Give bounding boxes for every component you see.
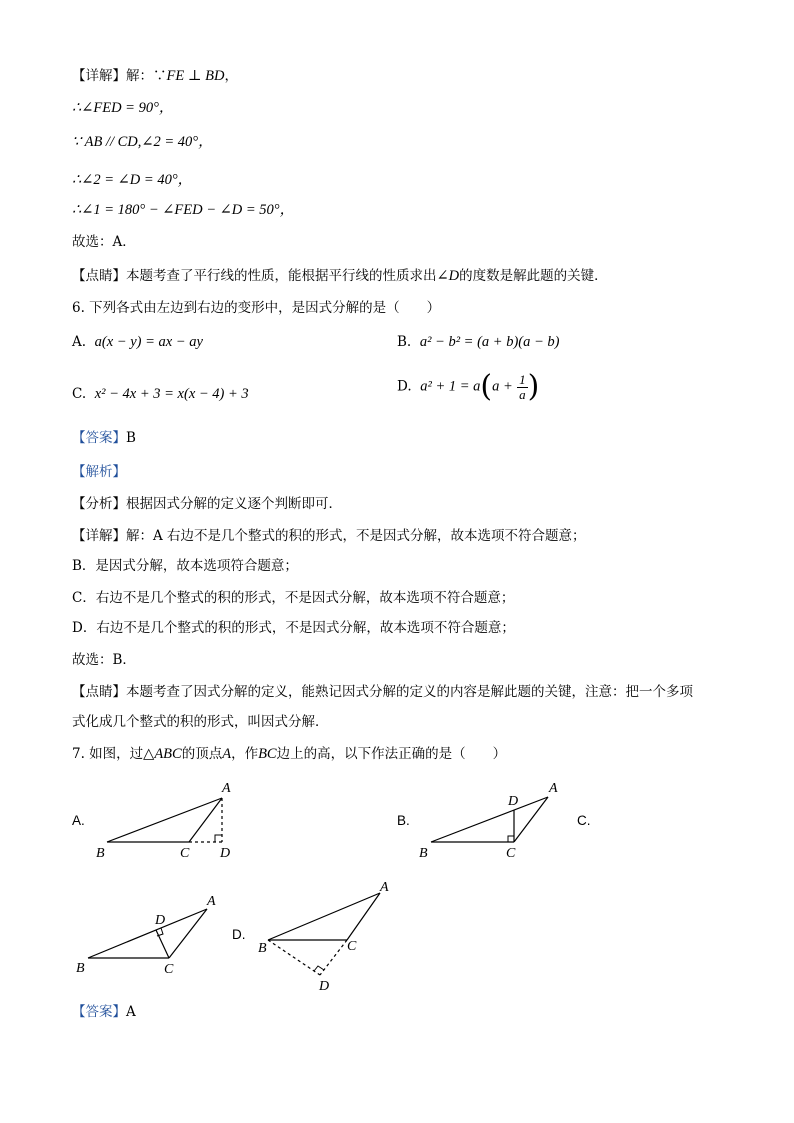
q6-comment-tag: 【点睛】 — [72, 684, 126, 700]
figure-b-points — [419, 781, 558, 861]
q6-option-c-label: C. — [72, 386, 87, 402]
q6-detail-tag: 【详解】 — [72, 528, 126, 544]
q6-option-d-num: 1 — [519, 371, 526, 387]
q6-option-d-den: a — [519, 386, 526, 402]
q6-analysis-tag: 【解析】 — [72, 464, 126, 480]
q5-step-4: ∴∠1 = 180° − ∠FED − ∠D = 50°， — [72, 202, 295, 218]
q7-figure-c-label: C. — [577, 813, 591, 828]
q5-step-1: ∴∠FED = 90°， — [72, 100, 174, 116]
fig-b-point-b: B — [419, 846, 428, 861]
q6-option-c-expr: x² − 4x + 3 = x(x − 4) + 3 — [94, 386, 249, 402]
q7-answer-tag: 【答案】 — [72, 1004, 126, 1020]
q6-detail-c: C．右边不是几个整式的积的形式，不是因式分解，故本选项不符合题意； — [72, 590, 515, 606]
q6-option-d-label: D. — [397, 378, 412, 395]
fig-d-point-d: D — [319, 979, 330, 994]
figure-d — [268, 893, 380, 975]
q6-choice: 故选：B． — [72, 652, 136, 668]
fig-b-point-c: C — [506, 846, 516, 861]
q5-step-3: ∴∠2 = ∠D = 40°， — [72, 172, 193, 188]
q5-step-2: ∵ AB // CD,∠2 = 40°， — [72, 134, 213, 150]
fig-d-point-b: B — [258, 941, 267, 956]
q7-stem-mid: 的顶点 — [181, 746, 223, 762]
fig-a-side-ab — [107, 798, 222, 842]
q5-comment-post: 的度数是解此题的关键． — [459, 268, 608, 284]
q6-option-b-expr: a² − b² = (a + b)(a − b) — [419, 334, 560, 350]
fig-a-point-d: D — [220, 846, 231, 861]
q7-stem-post: 边上的高，以下作法正确的是（ ） — [276, 746, 507, 762]
q7-stem-mid2: ，作 — [231, 746, 259, 762]
q7-answer-value: A — [126, 1004, 136, 1020]
fig-a-right-angle — [215, 835, 222, 842]
q6-answer-tag: 【答案】 — [72, 430, 126, 446]
q6-comment-text-1: 本题考查了因式分解的定义，能熟记因式分解的定义的内容是解此题的关键，注意：把一个多项 — [126, 684, 693, 700]
fig-c-point-b: B — [76, 961, 85, 976]
q6-detail-a-text: 解：A 右边不是几个整式的积的形式，不是因式分解，故本选项不符合题意； — [126, 528, 586, 544]
fig-b-point-a: A — [549, 781, 558, 796]
q7-figure-d-label: D. — [232, 927, 246, 942]
q6-option-d-lparen: ( — [480, 369, 493, 404]
q6-stem: 6. 下列各式由左边到右边的变形中，是因式分解的是（ ） — [72, 300, 441, 316]
fig-c-point-a: A — [207, 894, 216, 909]
q6-detail-b: B．是因式分解，故本选项符合题意； — [72, 558, 298, 574]
q7-figure-b-label: B. — [397, 813, 410, 828]
figure-c — [88, 909, 207, 958]
q6-option-b-label: B. — [397, 334, 412, 350]
q7-stem-vertex: A — [222, 746, 232, 762]
q6-analyze-tag: 【分析】 — [72, 496, 126, 512]
q7-figure-a-label: A. — [72, 813, 85, 828]
q6-option-d-inner: a + — [492, 378, 513, 395]
q5-detail-math: FE ⊥ BD — [166, 68, 225, 84]
q7-stem-triangle: △ABC — [143, 746, 182, 762]
q6-answer-value: B — [126, 430, 136, 446]
q6-detail-d: D．右边不是几个整式的积的形式，不是因式分解，故本选项不符合题意； — [72, 620, 515, 636]
q6-comment-2: 式化成几个整式的积的形式，叫因式分解． — [72, 714, 329, 730]
q6-option-d-rparen: ) — [527, 369, 540, 404]
q6-option-d-left: a² + 1 = a — [420, 378, 481, 395]
q6-analyze-text: 根据因式分解的定义逐个判断即可． — [126, 496, 342, 512]
fig-c-point-d: D — [155, 913, 166, 928]
fig-b-point-d: D — [508, 794, 519, 809]
q6-option-a-expr: a(x − y) = ax − ay — [94, 334, 203, 350]
figure-c-points — [76, 894, 216, 977]
q7-stem-pre: 7. 如图，过 — [72, 746, 144, 762]
q5-detail-lead: 解：∵ — [126, 68, 167, 84]
figure-a — [107, 798, 222, 842]
q5-comment-tag: 【点睛】 — [72, 268, 126, 284]
q5-choice: 故选：A． — [72, 234, 136, 250]
q6-option-a-label: A. — [72, 334, 87, 350]
fig-c-point-c: C — [164, 962, 174, 977]
fig-d-altitude — [268, 940, 320, 975]
fig-d-point-a: A — [380, 880, 389, 895]
fig-a-point-a: A — [222, 781, 231, 796]
fig-a-point-b: B — [96, 846, 105, 861]
q7-stem-side: BC — [258, 746, 277, 762]
q5-comment-math: ∠D — [436, 268, 460, 284]
fig-a-point-c: C — [180, 846, 190, 861]
fig-d-point-c: C — [347, 939, 357, 954]
q7-answer — [72, 1002, 136, 1022]
fig-b-right-angle — [508, 836, 514, 842]
q5-detail-tail: ， — [224, 68, 238, 84]
q5-detail-tag: 【详解】 — [72, 68, 126, 84]
fig-d-right-angle — [314, 966, 324, 971]
q5-comment-pre: 本题考查了平行线的性质，能根据平行线的性质求出 — [126, 268, 437, 284]
figure-b — [431, 797, 548, 842]
fig-c-side-ab — [88, 909, 207, 958]
